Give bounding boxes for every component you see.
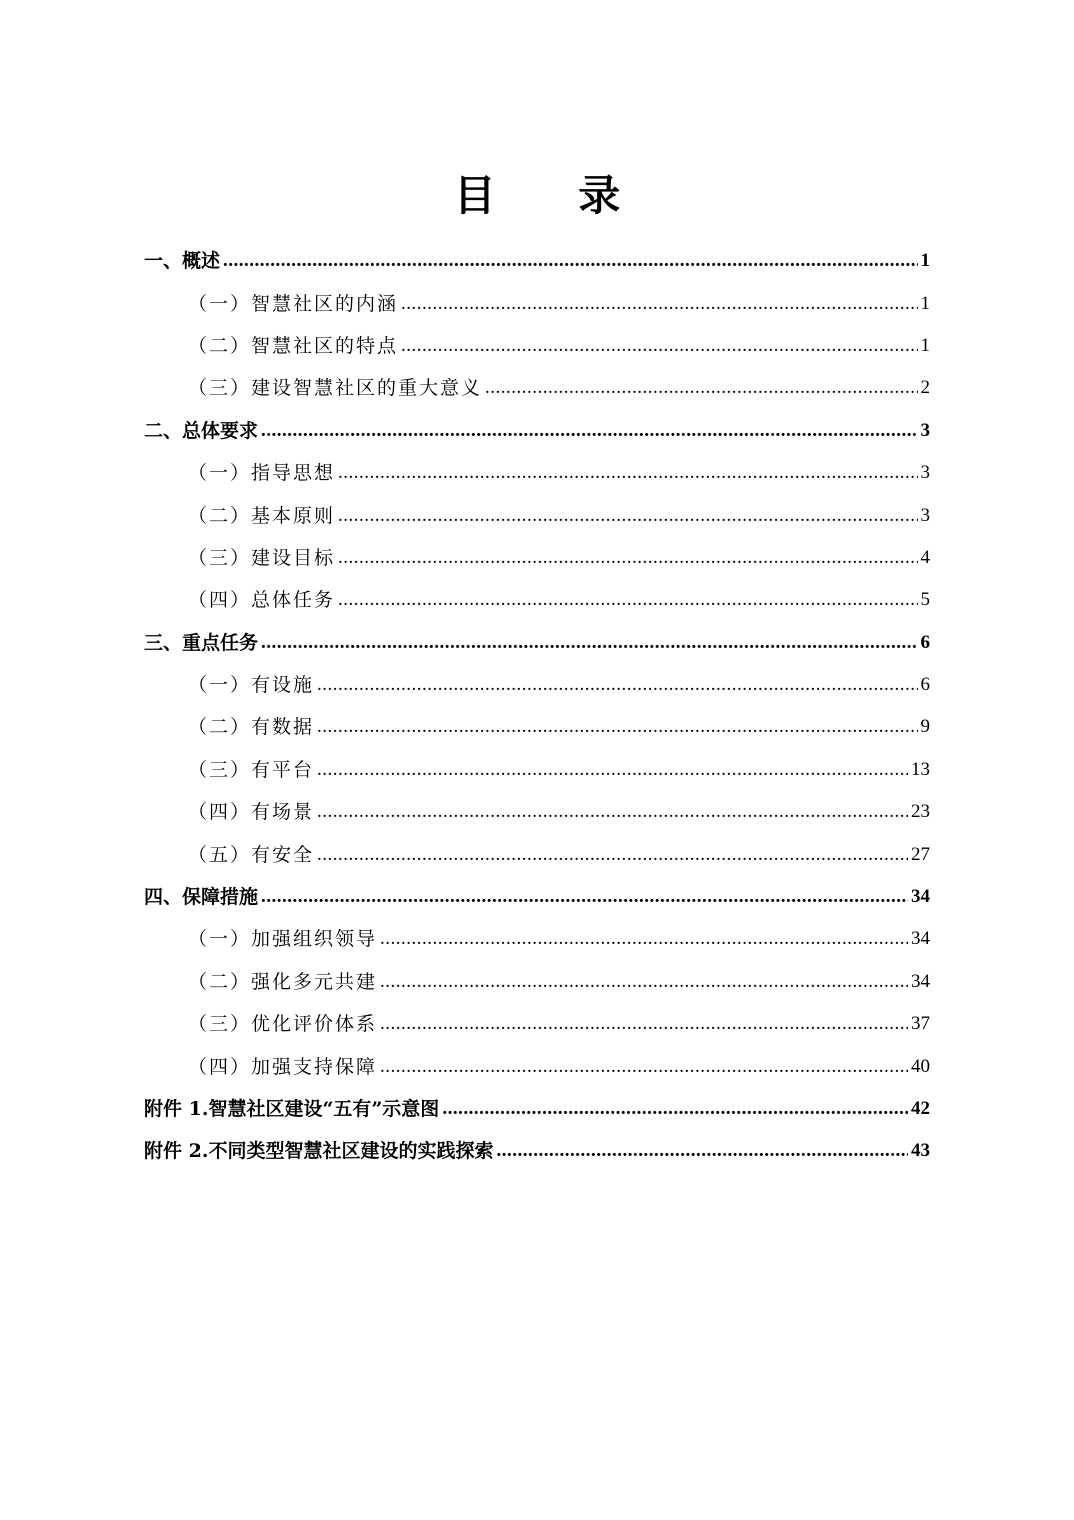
toc-dot-leader (261, 885, 908, 909)
toc-page-number: 3 (920, 504, 930, 526)
toc-entry-title: 三、重点任务 (144, 631, 259, 654)
toc-page-number: 5 (920, 589, 930, 611)
toc-entry-title: （三）有平台 (188, 758, 315, 781)
toc-page-number: 27 (911, 843, 930, 865)
toc-section-entry[interactable] (144, 410, 930, 452)
toc-dot-leader (338, 546, 917, 570)
toc-entry-title: 一、概述 (144, 250, 221, 273)
toc-entry-title: （二）有数据 (188, 716, 315, 739)
toc-dot-leader (380, 927, 908, 951)
toc-page-number: 4 (920, 546, 930, 568)
toc-subsection-entry[interactable] (144, 452, 930, 494)
toc-section-entry[interactable] (144, 1088, 930, 1130)
toc-entry-title: （二）基本原则 (188, 504, 336, 527)
toc-entry-title: （一）指导思想 (188, 462, 336, 485)
toc-page-number: 34 (911, 928, 930, 950)
toc-entry-title: （三）建设目标 (188, 546, 336, 569)
toc-dot-leader (380, 1055, 908, 1079)
toc-entry-title: （一）智慧社区的内涵 (188, 292, 399, 315)
toc-dot-leader (317, 715, 917, 739)
toc-dot-leader (317, 758, 908, 782)
toc-subsection-entry[interactable] (144, 749, 930, 791)
toc-entry-title: （三）优化评价体系 (188, 1013, 378, 1036)
toc-section-entry[interactable] (144, 622, 930, 664)
toc-dot-leader (442, 1097, 908, 1121)
toc-page-number: 6 (920, 674, 930, 696)
toc-entry-title: （一）加强组织领导 (188, 928, 378, 951)
toc-dot-leader (338, 461, 917, 485)
toc-subsection-entry[interactable] (144, 961, 930, 1003)
toc-dot-leader (338, 588, 917, 612)
toc-dot-leader (317, 673, 917, 697)
toc-entry-title: （四）加强支持保障 (188, 1055, 378, 1078)
toc-entry-title: 二、总体要求 (144, 419, 259, 442)
page-title: 目 录 (453, 171, 655, 220)
toc-page-number: 13 (911, 758, 930, 780)
toc-entry-title: （三）建设智慧社区的重大意义 (188, 377, 483, 400)
toc-subsection-entry[interactable] (144, 706, 930, 748)
toc-dot-leader (380, 970, 908, 994)
toc-dot-leader (496, 1139, 908, 1163)
toc-page-number: 3 (920, 462, 930, 484)
toc-entry-title: （二）智慧社区的特点 (188, 334, 399, 357)
toc-section-entry[interactable] (144, 876, 930, 918)
toc-page-number: 42 (911, 1098, 930, 1119)
toc-dot-leader (223, 249, 917, 273)
toc-entry-title: （四）有场景 (188, 801, 315, 824)
toc-page-number: 34 (911, 886, 930, 908)
toc-entry-title: 附件 1.智慧社区建设“五有”示意图 (144, 1098, 440, 1120)
toc-subsection-entry[interactable] (144, 367, 930, 409)
toc-page-number: 1 (920, 250, 930, 272)
toc-entry-title: 四、保障措施 (144, 886, 259, 909)
toc-entry-title: （二）强化多元共建 (188, 970, 378, 993)
toc-subsection-entry[interactable] (144, 1003, 930, 1045)
toc-subsection-entry[interactable] (144, 494, 930, 536)
toc-dot-leader (380, 1012, 908, 1036)
toc-dot-leader (261, 419, 917, 443)
toc-subsection-entry[interactable] (144, 1045, 930, 1087)
toc-section-entry[interactable] (144, 240, 930, 282)
toc-page-number: 6 (920, 631, 930, 653)
toc-page-number: 1 (920, 292, 930, 314)
toc-subsection-entry[interactable] (144, 282, 930, 324)
toc-subsection-entry[interactable] (144, 579, 930, 621)
toc-section-entry[interactable] (144, 1130, 930, 1172)
toc-page-number: 43 (911, 1140, 930, 1162)
toc-subsection-entry[interactable] (144, 664, 930, 706)
toc-page-number: 23 (911, 801, 930, 823)
table-of-contents (144, 240, 930, 1173)
toc-page-number: 37 (911, 1013, 930, 1035)
toc-dot-leader (317, 843, 908, 867)
toc-subsection-entry[interactable] (144, 918, 930, 960)
toc-dot-leader (401, 292, 917, 316)
toc-page-number: 1 (920, 334, 930, 356)
toc-page-number: 3 (920, 419, 930, 441)
toc-page-number: 9 (920, 716, 930, 738)
toc-page-number: 40 (911, 1055, 930, 1077)
toc-page-number: 34 (911, 970, 930, 992)
toc-entry-title: （五）有安全 (188, 843, 315, 866)
toc-entry-title: 附件 2.不同类型智慧社区建设的实践探索 (144, 1140, 494, 1163)
toc-dot-leader (485, 376, 917, 400)
toc-dot-leader (261, 631, 917, 655)
toc-entry-title: （四）总体任务 (188, 589, 336, 612)
toc-page-number: 2 (920, 377, 930, 399)
toc-subsection-entry[interactable] (144, 791, 930, 833)
toc-entry-title: （一）有设施 (188, 674, 315, 697)
toc-subsection-entry[interactable] (144, 325, 930, 367)
toc-subsection-entry[interactable] (144, 833, 930, 875)
toc-subsection-entry[interactable] (144, 537, 930, 579)
toc-dot-leader (317, 800, 908, 824)
toc-dot-leader (401, 334, 917, 358)
toc-dot-leader (338, 504, 917, 528)
